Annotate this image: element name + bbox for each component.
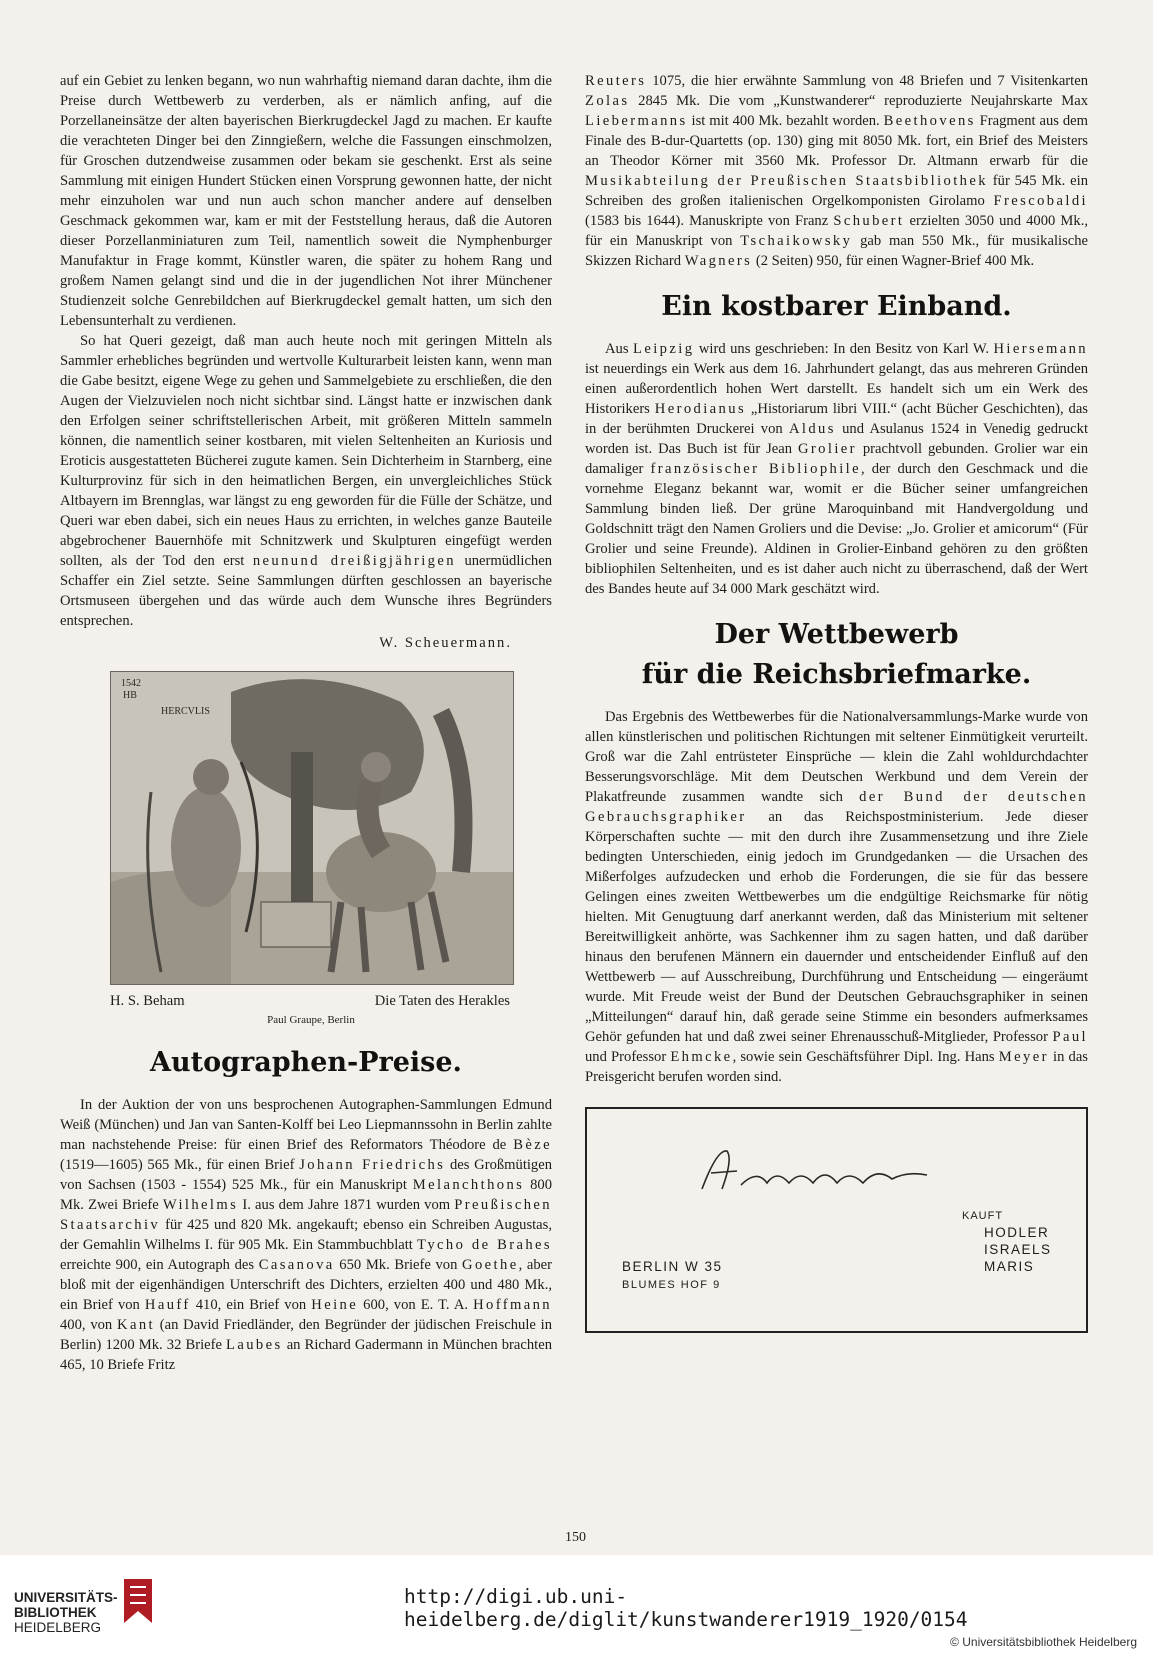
wettbewerb-heading-line2: für die Reichsbriefmarke.: [641, 659, 1032, 690]
wettbewerb-paragraph: Das Ergebnis des Wettbewerbes für die Nationalversammlungs-Marke wurde von allen künstlerischen und politischen Richtungen mit seltener Einmütigkeit verurteilt. Groß war die Zahl entrüsteter Einsprüche — klein die Zahl wohldurchdachter Besserungsvorschläge. Mit dem Deutschen Werkbund und dem Verein der Plakatfreunde zusammen wandte sich der Bund der deutschen Gebrauchsgraphiker an das Reichspostministerium. Jede dieser Körperschaften suchte — mit den durch ihre Zusammensetzung und ihre Ziele bedingten Unterschieden, einig jedoch im Grundgedanken — die Ursachen des Mißerfolges aufzudecken und erhob die Forderungen, die sie für das bessere Gelingen eines zweiten Wettbewerbes um die endgültige Reichsmarke für nötig hielten. Mit Genugtuung darf anerkannt werden, daß das Ministerium mit seltener Bereitwilligkeit anhörte, was Sachkenner ihm zu sagen hatten, und daß darüber hinaus den berufenen Männern ein dauernder und entscheidender Einfluß auf den Wettbewerb — auf Ausschreibung, Durchführung und Entscheidung — eingeräumt wurde. Mit Freude weist der Bund der Deutschen Gebrauchsgraphiker in seinen „Mitteilungen“ darauf hin, daß gerade seine Stimme ein besonders aufmerksames Gehör gefunden hat und daß zwei seiner Ehrenausschuß-Mitglieder, Professor Paul und Professor Ehmcke, sowie sein Geschäftsführer Dipl. Ing. Hans Meyer in das Preisgericht berufen worden sind.: [585, 709, 1088, 1085]
document-url[interactable]: http://digi.ub.uni-heidelberg.de/diglit/kunstwanderer1919_1920/0154: [404, 1585, 968, 1631]
wettbewerb-heading-line1: Der Wettbewerb: [714, 619, 959, 650]
queri-paragraph-2: So hat Queri gezeigt, daß man auch heute noch mit geringen Mitteln als Sammler erhebliches begründen und wertvolle Kulturarbeit leisten kann, wenn man die Gabe besitzt, eigene Wege zu gehen und Sammelgebiete zu erschließen, die den Augen der Vielzuvielen noch nicht sichtbar sind. Längst hatte er inzwischen dank den Erfolgen seiner schriftstellerischen Arbeit, mit größeren Mitteln sammeln können, die namentlich seiner kostbaren, mit vielen Seltenheiten an Kuriosis und Eroticis ausgestatteten Bücherei zugute kamen. Sein Dichterheim in Starnberg, eine Kulturprovinz für sich in den heimatlichen Bergen, ein unvergleichliches Stück Altbayern im Brennglas, war längst zu eng geworden für die Fülle der Schätze, und Queri war eben dabei, sich ein neues Haus zu errichten, in welches ganze Bauteile abgebrochener Bauernhöfe mit Schnitzwerk und Skulpturen eingefügt werden sollten, als der Tod den erst neunund dreißigjährigen unermüdlichen Schaffer ein Ziel setzte. Seine Sammlungen dürften geschlossen an bayerische Ortsmuseen übergehen und das würde auch dem Wunsche ihres Begründers entsprechen.: [60, 333, 552, 629]
figure-credit: Paul Graupe, Berlin: [267, 1014, 355, 1026]
advertisement-artist-list: [984, 1224, 1052, 1275]
einband-paragraph: Aus Leipzig wird uns geschrieben: In den Besitz von Karl W. Hiersemann ist neuerdings ein Werk aus dem 16. Jahrhundert gelangt, das aus mehreren Gründen einen außerordentlich hohen Wert darstellt. Es handelt sich um ein Werk des Historikers Herodianus „Historiarum libri VIII.“ (acht Bücher Geschichten), das in der berühmten Druckerei von Aldus und Asulanus 1524 in Venedig gedruckt worden ist. Das Buch ist für Jean Grolier prachtvoll gebunden. Grolier war ein damaliger französischer Bibliophile, der durch den Geschmack und die vornehme Eleganz bekannt war, womit er die Bücher seiner umfangreichen Sammlung binden ließ. Der grüne Maroquinband mit Handvergoldung und Goldschnitt trägt den Namen Groliers und die Devise: „Jo. Grolier et amicorum“ (Für Grolier und seine Freunde). Aldinen in Grolier-Einband gehören zu den größten bibliophilen Seltenheiten, und es ist daher auch nicht zu überraschend, daß der Wert des Bandes heute auf 34 000 Mark geschätzt wird.: [585, 341, 1089, 597]
autographen-heading: Autographen-Preise.: [150, 1047, 462, 1078]
left-column: [60, 71, 552, 1375]
copyright-notice: © Universitätsbibliothek Heidelberg: [950, 1635, 1137, 1649]
blumenreich-advertisement: [585, 1107, 1088, 1333]
queri-paragraph-1: auf ein Gebiet zu lenken begann, wo nun wahrhaftig niemand daran dachte, ihm die Preise durch Wettbewerb zu verderben, als er nämlich anfing, auf die Porzellaneinsätze der alten bayerischen Bierkrugdeckel Jagd zu machen. Er kaufte die verachteten Dinger bei den Zinngießern, welche die Fassungen einschmolzen, für Groschen dutzendweise zusammen oder bekam sie geschenkt. Erst als seine Sammlung mit einigen Hundert Stücken einen Vorsprung gewonnen hatte, der nicht mehr einzuholen war und nun auch schon mancher andere auf denselben Geschmack gekommen war, kam er mit der Feststellung heraus, daß die Autoren dieser Porzellanminiaturen zum Teil, namentlich soweit die Nymphenburger Manufaktur in Frage kommt, Künstler waren, die später zu hohem Rang und großem Namen gelangt sind und die in der jugendlichen Not ihrer Münchener Studienzeit solche Genrebildchen auf Bierkrugdeckel gemalt hatten, um sich den Lebensunterhalt zu verdienen.: [60, 73, 552, 329]
engraving-illustration: [111, 672, 513, 984]
herakles-engraving: [110, 671, 514, 985]
advertisement-signature: [697, 1139, 937, 1209]
advertisement-street: BLUMES HOF 9: [622, 1279, 721, 1291]
caption-artist: H. S. Beham: [110, 993, 185, 1009]
page-number: 150: [565, 1530, 586, 1545]
autographen-paragraph: In der Auktion der von uns besprochenen Autographen-Sammlungen Edmund Weiß (München) und Jan van Santen-Kolff bei Leo Liepmannssohn in Berlin zahlte man nachstehende Preise: für einen Brief des Reformators Théodore de Bèze (1519—1605) 565 Mk., für einen Brief Johann Friedrichs des Großmütigen von Sachsen (1503 - 1554) 525 Mk., für ein Manuskript Melanchthons 800 Mk. Zwei Briefe Wilhelms I. aus dem Jahre 1871 wurden vom Preußischen Staatsarchiv für 425 und 820 Mk. angekauft; ebenso ein Schreiben Augustas, der Gemahlin Wilhelms I. für 905 Mk. Ein Stammbuchblatt Tycho de Brahes erreichte 900, ein Autograph des Casanova 650 Mk. Briefe von Goethe, aber bloß mit der eigenhändigen Unterschrift des Dichters, erzielten 400 und 480 Mk., ein Brief von Hauff 410, ein Brief von Heine 600, von E. T. A. Hoffmann 400, von Kant (an David Friedländer, den Begründer der jüdischen Freischule in Berlin) 1200 Mk. 32 Briefe Laubes an Richard Gadermann in München brachten 465, 10 Briefe Fritz: [60, 1097, 552, 1373]
library-name: UNIVERSITÄTS- BIBLIOTHEK HEIDELBERG: [14, 1590, 118, 1635]
viewer-footer: [0, 1555, 1153, 1657]
engraving-date: 1542: [121, 678, 141, 689]
right-column: [585, 71, 1088, 1333]
university-library-logo-icon: [118, 1575, 158, 1627]
author-signature: W. Scheuermann.: [379, 635, 512, 651]
advertisement-artist: HODLER: [984, 1225, 1050, 1240]
advertisement-city: BERLIN W 35: [622, 1259, 723, 1274]
einband-heading: Ein kostbarer Einband.: [661, 291, 1012, 322]
engraving-inscription: HERCVLIS: [161, 706, 210, 717]
engraving-monogram: HB: [123, 690, 137, 701]
figure-caption: [110, 991, 510, 1013]
advertisement-artist: ISRAELS: [984, 1242, 1052, 1257]
autographen-continuation: Reuters 1075, die hier erwähnte Sammlung von 48 Briefen und 7 Visitenkarten Zolas 2845 Mk. Die vom „Kunstwanderer“ reproduzierte Neujahrskarte Max Liebermanns ist mit 400 Mk. bezahlt worden. Beethovens Fragment aus dem Finale des B-dur-Quartetts (op. 130) ging mit 8050 Mk. fort, ein Brief des Meisters an Theodor Körner mit 3560 Mk. Professor Dr. Altmann erwarb für die Musikabteilung der Preußischen Staatsbibliothek für 545 Mk. ein Schreiben des großen italienischen Orgelkomponisten Girolamo Frescobaldi (1583 bis 1644). Manuskripte von Franz Schubert erzielten 3050 und 4000 Mk., für ein Manuskript von Tschaikowsky gab man 550 Mk., für musikalische Skizzen Richard Wagners (2 Seiten) 950, für einen Wagner-Brief 400 Mk.: [585, 73, 1088, 269]
caption-title: Die Taten des Herakles: [374, 993, 510, 1009]
advertisement-artist: MARIS: [984, 1259, 1035, 1274]
advertisement-kauft: KAUFT: [962, 1210, 1004, 1222]
